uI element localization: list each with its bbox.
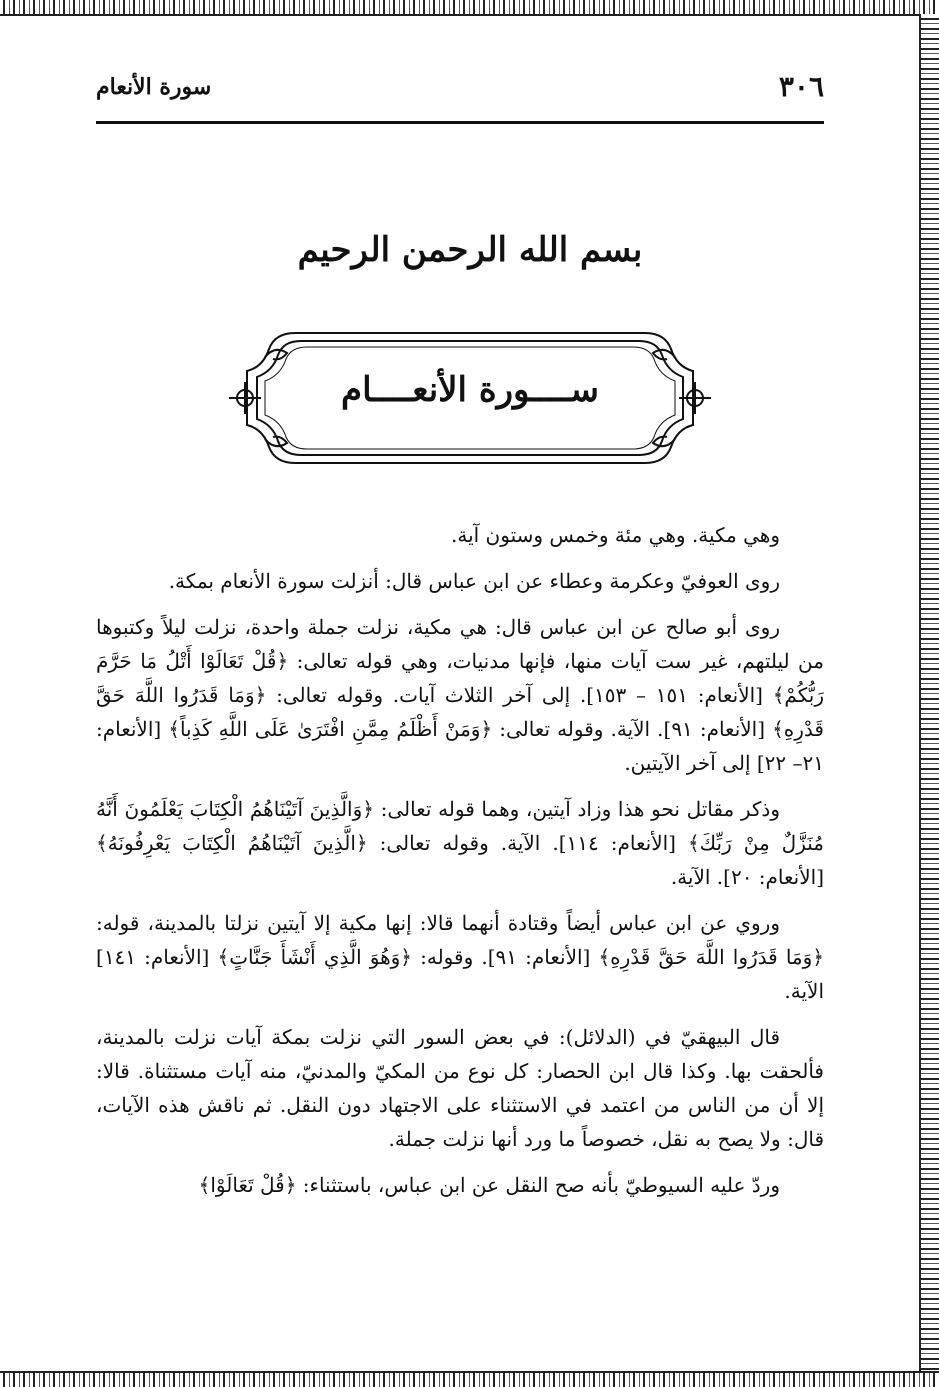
paragraph: وذكر مقاتل نحو هذا وزاد آيتين، وهما قوله تعالى: ﴿وَالَّذِينَ آتَيْنَاهُمُ الْكِتَابَ يَعْلَمُونَ أَنَّهُ مُنَزَّلٌ مِنْ رَبِّكَ﴾ [الأنعام: ١١٤]. الآية. وقوله تعالى: ﴿الَّذِينَ آتَيْنَاهُمُ الْكِتَابَ يَعْرِفُونَهُ﴾ [الأنعام: ٢٠]. الآية. [96,797,824,889]
paragraph: قال البيهقيّ في (الدلائل): في بعض السور التي نزلت بمكة آيات نزلت بالمدينة، فألحقت بها. وكذا قال ابن الحصار: كل نوع من المكيّ والمدنيّ، منه آيات مستثناة. قالا: إلا أن من الناس من اعتمد في الاستثناء على الاجتهاد دون النقل. ثم ناقش هذه الآيات، قال: ولا يصح به نقل، خصوصاً ما ورد أنها نزلت جملة. [96,1025,824,1151]
page-border-right [919,14,939,1373]
basmala: بسم الله الرحمن الرحيم [297,230,643,270]
running-header-surah: سورة الأنعام [96,74,212,100]
paragraph: وردّ عليه السيوطيّ بأنه صح النقل عن ابن عباس، باستثناء: ﴿قُلْ تَعَالَوْا﴾ [198,1173,780,1197]
paragraph: روى أبو صالح عن ابن عباس قال: هي مكية، نزلت جملة واحدة، نزلت ليلاً وكتبوها من ليلتهم، غير ست آيات منها، فإنها مدنيات، وهي قوله تعالى: ﴿قُلْ تَعَالَوْا أَتْلُ مَا حَرَّمَ رَبُّكُمْ﴾ [الأنعام: ١٥١ – ١٥٣]. إلى آخر الثلاث آيات. وقوله تعالى: ﴿وَمَا قَدَرُوا اللَّهَ حَقَّ قَدْرِهِ﴾ [الأنعام: ٩١]. الآية. وقوله تعالى: ﴿وَمَنْ أَظْلَمُ مِمَّنِ افْتَرَىٰ عَلَى اللَّهِ كَذِباً﴾ [الأنعام: ٢١– ٢٢] إلى آخر الآيتين. [96,615,824,775]
paragraph: وهي مكية. وهي مئة وخمس وستون آية. [451,523,780,547]
page-number: ٣٠٦ [778,70,824,103]
paragraph: روى العوفيّ وعكرمة وعطاء عن ابن عباس قال: أنزلت سورة الأنعام بمكة. [168,569,780,593]
page-border-bottom [0,1371,939,1387]
paragraph: وروي عن ابن عباس أيضاً وقتادة أنهما قالا: إنها مكية إلا آيتين نزلتا بالمدينة، قوله: ﴿وَمَا قَدَرُوا اللَّهَ حَقَّ قَدْرِهِ﴾ [الأنعام: ٩١]. وقوله: ﴿وَهُوَ الَّذِي أَنْشَأَ جَنَّاتٍ﴾ [الأنعام: ١٤١] الآية. [96,911,825,1003]
surah-title: ســــورة الأنعــــام [341,370,599,410]
running-header [96,64,824,120]
body-text [96,518,824,1214]
header-rule [96,121,824,124]
page-border-top [0,0,939,16]
